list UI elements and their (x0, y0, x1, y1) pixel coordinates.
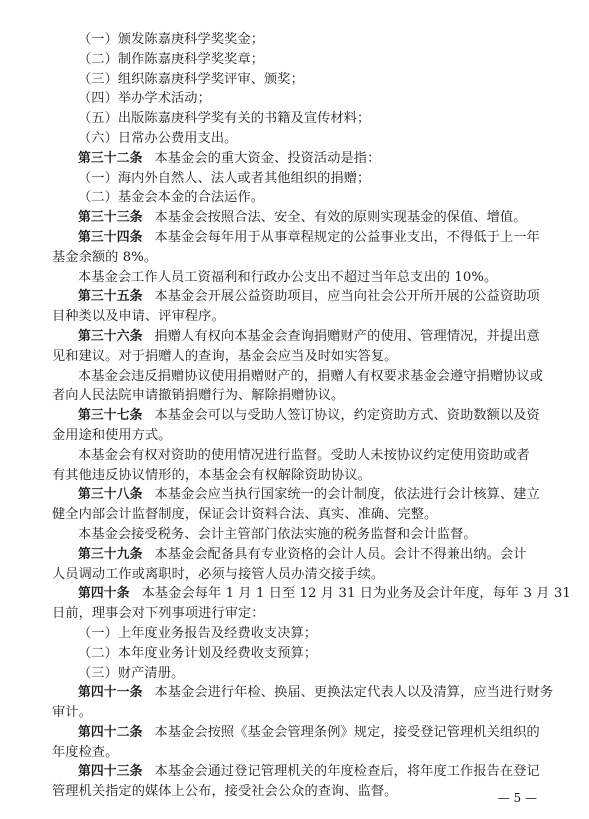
article-37 (78, 406, 543, 426)
list-item: （二）本年度业务计划及经费收支预算； (78, 645, 318, 661)
paragraph: 本基金会违反捐赠协议使用捐赠财产的，捐赠人有权要求基金会遵守捐赠协议或 (78, 368, 544, 384)
list-item: （一）上年度业务报告及经费收支决算； (78, 625, 318, 641)
paragraph: 本基金会有权对资助的使用情况进行监督。受助人未按协议约定使用资助或者 (78, 447, 530, 463)
article-text-cont: 管理机关指定的媒体上公布，接受社会公众的查询、监督。 (52, 784, 398, 800)
article-text: 本基金会按照《基金会管理条例》规定，接受登记管理机关组织的 (154, 724, 540, 740)
list-item: （一）颁发陈嘉庚科学奖奖金； (78, 32, 265, 47)
paragraph: 本基金会接受税务、会计主管部门依法实施的税务监督和会计监督。 (78, 526, 477, 542)
article-text-cont: 基金余额的 8%。 (52, 249, 158, 265)
article-41 (78, 683, 554, 703)
article-42 (78, 723, 543, 743)
article-32 (78, 149, 543, 169)
article-text-cont: 人员调动工作或离职时，必须与接管人员办清交接手续。 (52, 566, 385, 582)
document-body (52, 30, 571, 802)
article-43 (78, 762, 543, 782)
article-text-cont: 日前，理事会对下列事项进行审定： (52, 606, 265, 622)
article-text-cont: 见和建议。对于捐赠人的查询，基金会应当及时如实答复。 (52, 348, 398, 364)
article-text: 本基金会每年 1 月 1 日至 12 月 31 日为业务及会计年度，每年 3 月 31 (141, 586, 571, 602)
article-text: 本基金会的重大资金、投资活动是指： (154, 150, 381, 166)
article-label: 第三十九条 (78, 546, 143, 562)
article-label: 第三十六条 (78, 328, 143, 344)
list-item: （三）财产清册。 (78, 665, 185, 681)
article-label: 第四十一条 (78, 685, 143, 701)
article-label: 第三十八条 (78, 487, 143, 503)
article-34 (78, 228, 543, 248)
article-39 (78, 545, 543, 565)
paragraph: 本基金会工作人员工资福利和行政办公支出不超过当年总支出的 10%。 (78, 269, 498, 285)
list-item: （一）海内外自然人、法人或者其他组织的捐赠； (78, 170, 371, 186)
article-36 (78, 327, 543, 347)
article-text-cont: 金用途和使用方式。 (52, 427, 172, 443)
article-label: 第三十四条 (78, 229, 143, 245)
article-label: 第四十二条 (78, 724, 143, 740)
article-text: 本基金会进行年检、换届、更换法定代表人以及清算，应当进行财务 (154, 685, 554, 701)
article-label: 第三十二条 (78, 150, 143, 166)
article-text: 本基金会可以与受助人签订协议，约定资助方式、资助数额以及资 (154, 408, 540, 424)
list-item: （二）基金会本金的合法运作。 (78, 190, 265, 206)
article-35 (78, 287, 543, 307)
article-text: 本基金会按照合法、安全、有效的原则实现基金的保值、增值。 (154, 210, 527, 226)
article-text: 本基金会配备具有专业资格的会计人员。会计不得兼出纳。会计 (154, 546, 527, 562)
article-text-cont: 审计。 (52, 705, 92, 721)
article-label: 第三十七条 (78, 408, 143, 424)
list-item: （四）举办学术活动； (78, 91, 211, 107)
article-40 (78, 584, 571, 604)
article-label: 第四十三条 (78, 764, 143, 780)
list-item: （六）日常办公费用支出。 (78, 130, 238, 146)
paragraph-cont: 有其他违反协议情形的，本基金会有权解除资助协议。 (52, 467, 371, 483)
list-item: （三）组织陈嘉庚科学奖评审、颁奖； (78, 71, 304, 87)
article-text: 本基金会通过登记管理机关的年度检查后，将年度工作报告在登记 (154, 764, 540, 780)
article-text-cont: 目种类以及申请、评审程序。 (52, 309, 225, 325)
list-item: （二）制作陈嘉庚科学奖奖章； (78, 51, 265, 67)
article-label: 第三十五条 (78, 289, 143, 305)
article-text: 本基金会每年用于从事章程规定的公益事业支出，不得低于上一年 (154, 229, 540, 245)
article-text: 本基金会应当执行国家统一的会计制度，依法进行会计核算、建立 (154, 487, 540, 503)
page-number: — 5 — (497, 791, 537, 805)
article-text: 本基金会开展公益资助项目，应当向社会公开所开展的公益资助项 (154, 289, 540, 305)
article-text-cont: 健全内部会计监督制度，保证会计资料合法、真实、准确、完整。 (52, 507, 438, 523)
article-text-cont: 年度检查。 (52, 744, 119, 760)
article-text: 捐赠人有权向本基金会查询捐赠财产的使用、管理情况，并提出意 (154, 328, 540, 344)
article-33 (78, 208, 543, 228)
article-label: 第三十三条 (78, 210, 143, 226)
article-label: 第四十条 (78, 586, 130, 602)
list-item: （五）出版陈嘉庚科学奖有关的书籍及宣传材料； (78, 111, 371, 127)
paragraph-cont: 者向人民法院申请撤销捐赠行为、解除捐赠协议。 (52, 388, 345, 404)
article-38 (78, 485, 543, 505)
